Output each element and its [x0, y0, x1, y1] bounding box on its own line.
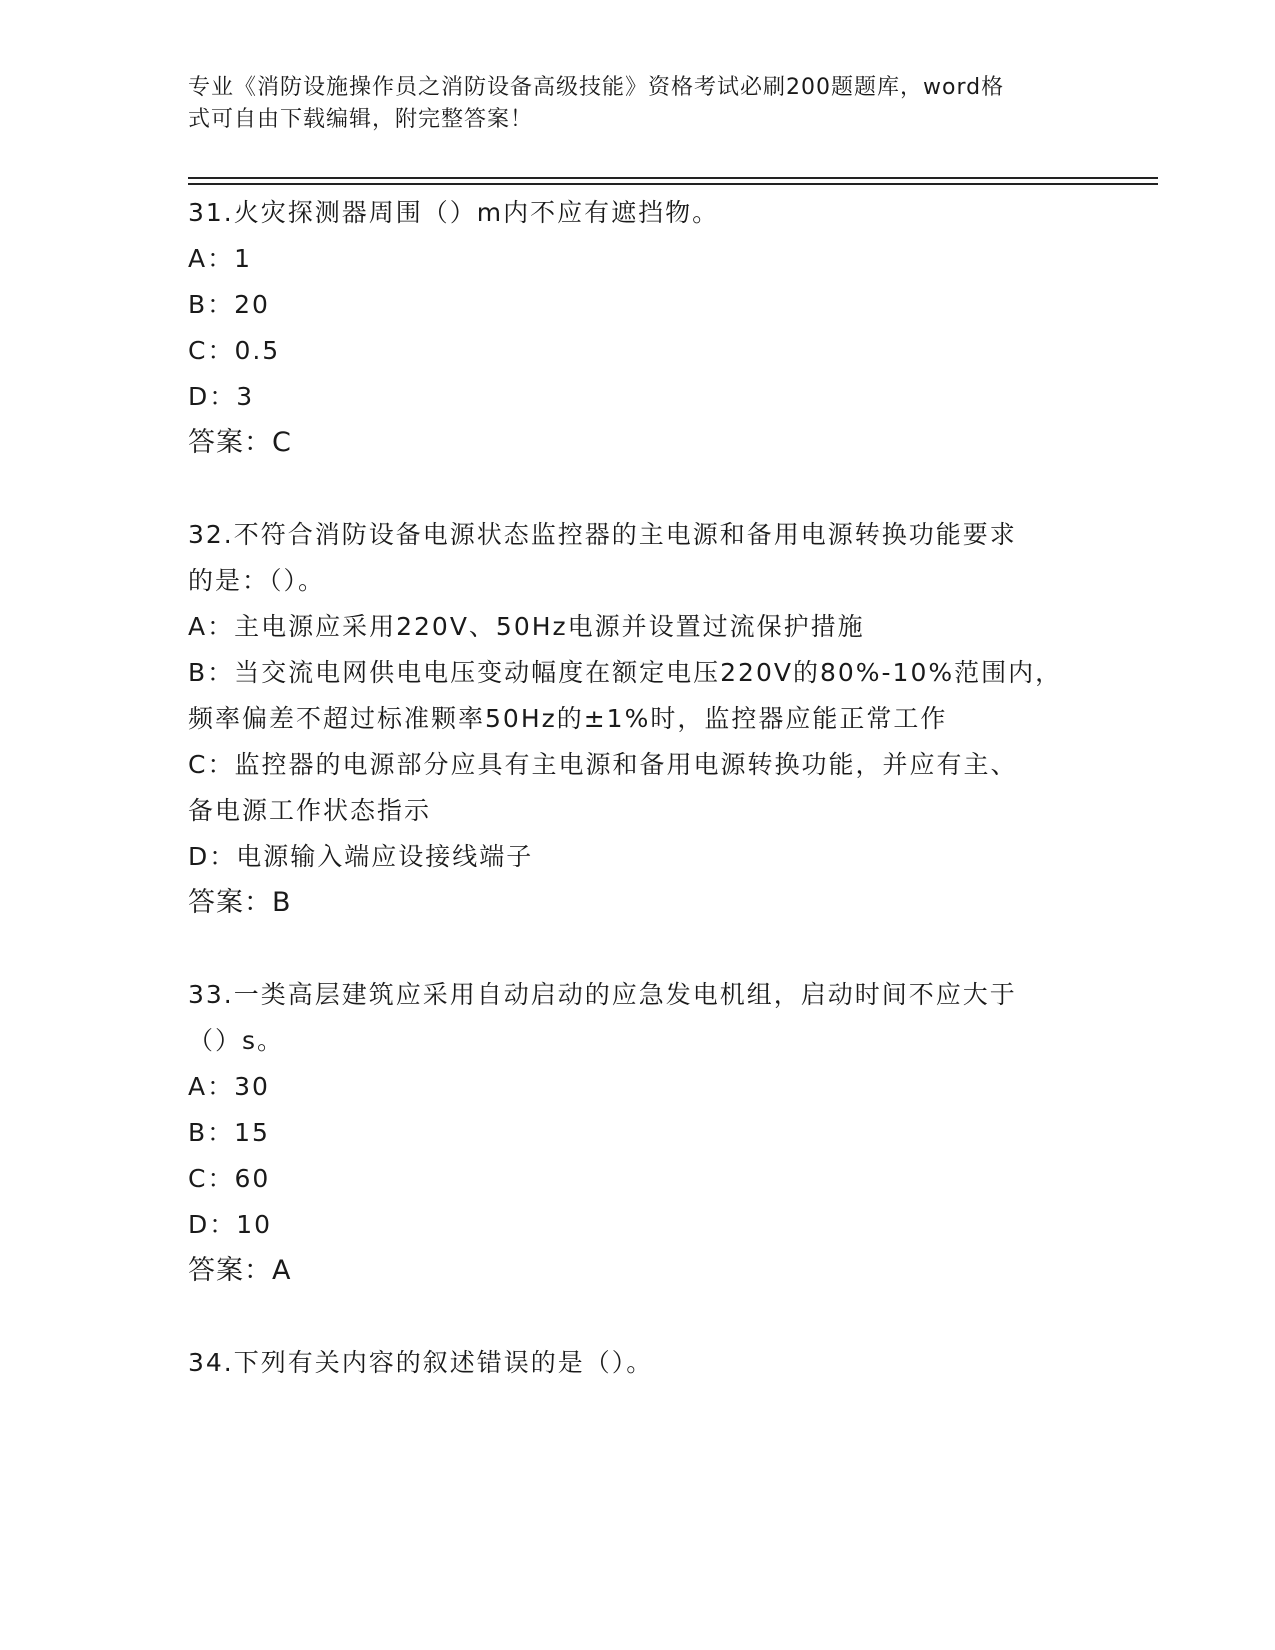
header-line-2: 式可自由下载编辑，附完整答案！	[188, 107, 534, 132]
question-option: 备电源工作状态指示	[188, 796, 432, 825]
question-option: A：30	[188, 1072, 270, 1101]
document-header	[188, 72, 1068, 136]
question-option: B：20	[188, 290, 270, 319]
question-block	[188, 972, 1078, 1294]
question-option: 频率偏差不超过标准颗率50Hz的±1%时，监控器应能正常工作	[188, 704, 948, 733]
header-line-1: 专业《消防设施操作员之消防设备高级技能》资格考试必刷200题题库，word格	[188, 75, 1005, 100]
question-option: C：监控器的电源部分应具有主电源和备用电源转换功能，并应有主、	[188, 750, 1018, 779]
question-option: D：10	[188, 1210, 273, 1239]
question-stem: 33.一类高层建筑应采用自动启动的应急发电机组，启动时间不应大于	[188, 980, 1017, 1009]
question-answer: 答案：B	[188, 887, 292, 918]
question-option: B：当交流电网供电电压变动幅度在额定电压220V的80%-10%范围内，	[188, 658, 1063, 687]
question-list	[188, 190, 1078, 1386]
question-stem: （）s。	[188, 1026, 285, 1055]
question-stem: 31.火灾探测器周围（）m内不应有遮挡物。	[188, 198, 720, 227]
question-option: A：1	[188, 244, 253, 273]
question-stem: 的是：（）。	[188, 566, 326, 595]
header-divider-top	[188, 177, 1158, 179]
question-stem: 34.下列有关内容的叙述错误的是（）。	[188, 1348, 654, 1377]
question-stem: 32.不符合消防设备电源状态监控器的主电源和备用电源转换功能要求	[188, 520, 1017, 549]
question-option: C：60	[188, 1164, 271, 1193]
question-option: B：15	[188, 1118, 270, 1147]
question-block	[188, 190, 1078, 466]
question-block	[188, 512, 1078, 926]
question-answer: 答案：C	[188, 427, 292, 458]
header-divider-bottom	[188, 183, 1158, 185]
question-option: C：0.5	[188, 336, 281, 365]
question-option: A：主电源应采用220V、50Hz电源并设置过流保护措施	[188, 612, 865, 641]
question-block	[188, 1340, 1078, 1386]
question-option: D：3	[188, 382, 255, 411]
question-option: D：电源输入端应设接线端子	[188, 842, 534, 871]
question-answer: 答案：A	[188, 1255, 292, 1286]
